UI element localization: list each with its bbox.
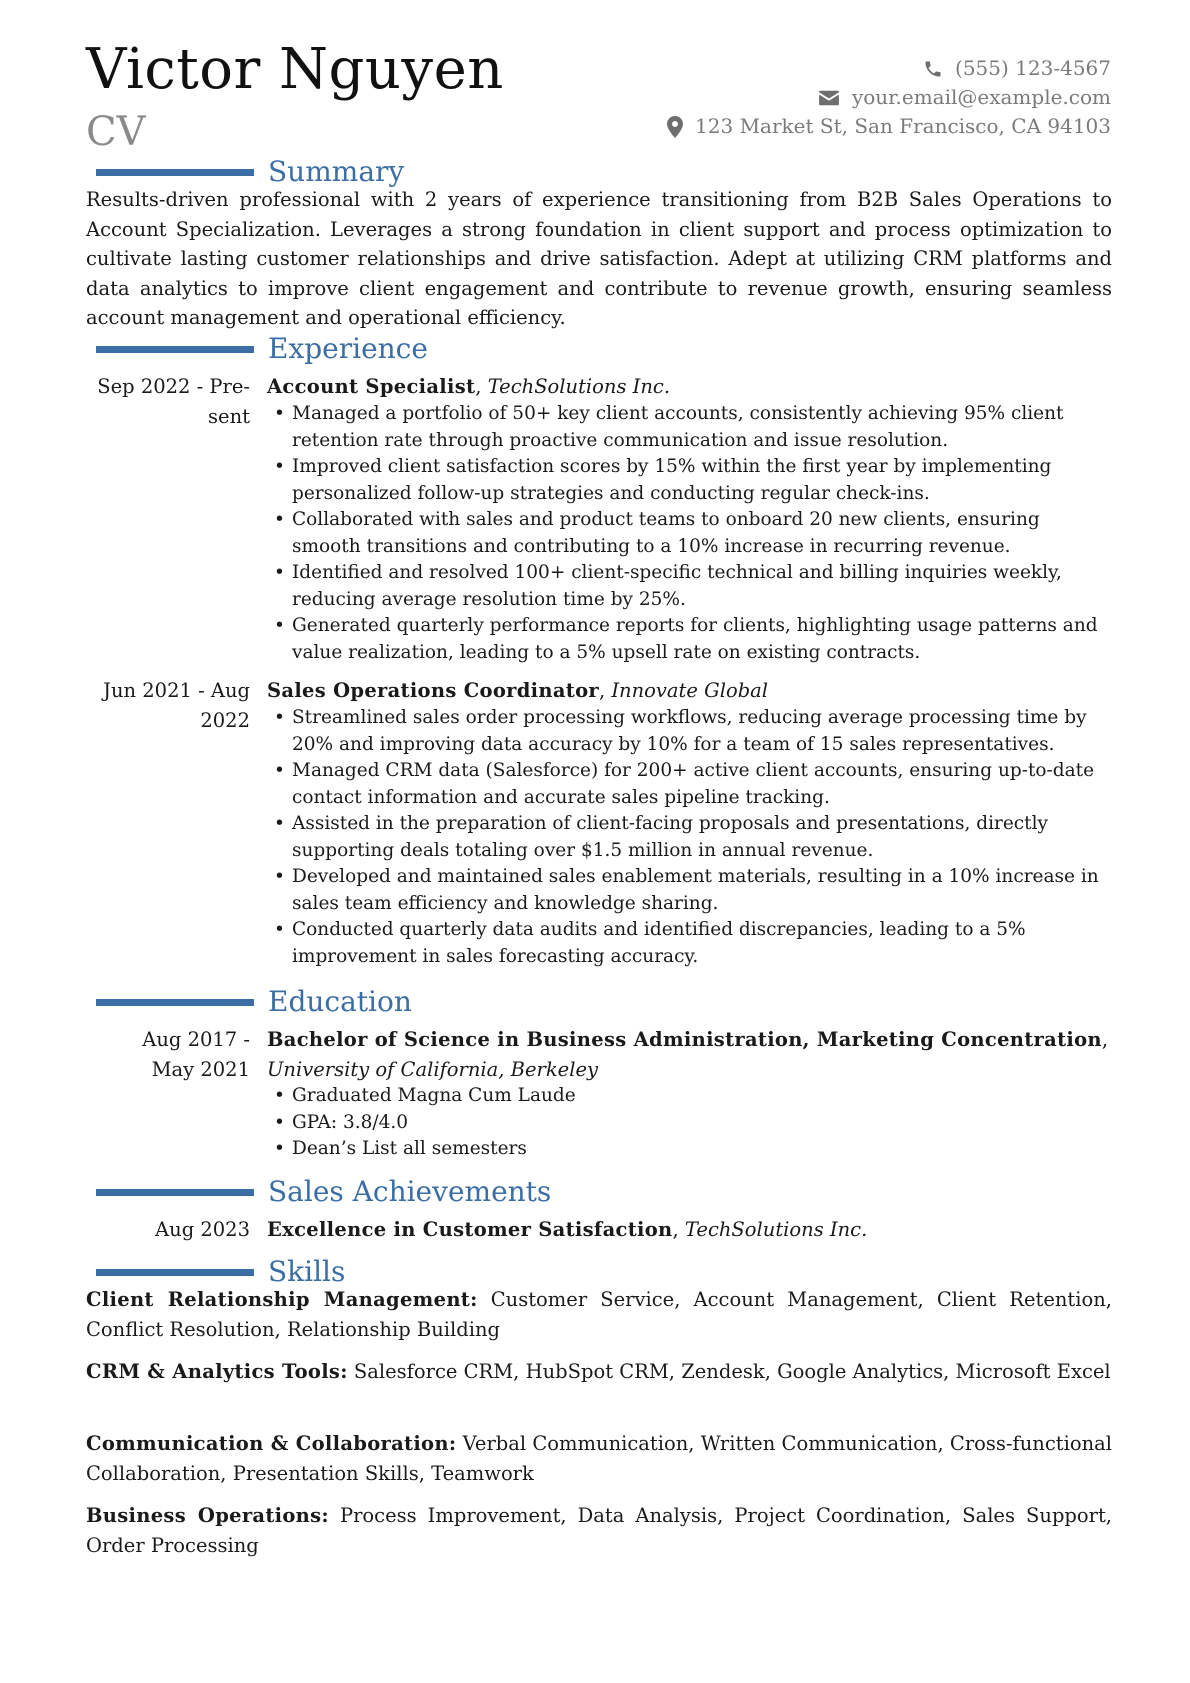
education-section-heading (96, 985, 1096, 1019)
list-item: • Improved client satisfaction scores by 15% within the first year by implementing personalized follow-up strategies and conducting regular check-ins. (274, 456, 1052, 504)
skill-group (86, 1285, 1112, 1344)
skill-group (86, 1501, 1112, 1560)
job-date-line: Sep 2022 - Pre- (97, 375, 250, 398)
contact-phone[interactable]: (555) 123-4567 (955, 56, 1111, 80)
skill-group-items: Customer Service, Account Management, Client Retention, Conflict Resolution, Relationship Building (86, 1288, 1112, 1341)
job-date (86, 372, 250, 431)
contact-email-row (667, 83, 1111, 112)
list-item: • Managed a portfolio of 50+ key client accounts, consistently achieving 95% client retention rate through proactive communication and issue resolution. (274, 403, 1064, 451)
achievements-section-heading (96, 1175, 1096, 1209)
skill-group-items: Process Improvement, Data Analysis, Project Coordination, Sales Support, Order Processing (86, 1504, 1113, 1557)
achievements-title: Sales Achievements (268, 1175, 552, 1208)
candidate-name: Victor Nguyen (86, 37, 504, 102)
summary-title: Summary (268, 155, 405, 188)
list-item: • Generated quarterly performance reports for clients, highlighting usage patterns and value realization, leading to a 5% upsell rate on existing contracts. (274, 615, 1098, 663)
map-pin-icon (667, 116, 683, 138)
skill-group-items: Salesforce CRM, HubSpot CRM, Zendesk, Google Analytics, Microsoft Excel (353, 1360, 1111, 1383)
contact-email[interactable]: your.email@example.com (851, 85, 1111, 109)
education-date-line: May 2021 (151, 1057, 250, 1081)
job-date (86, 676, 250, 735)
skill-group-label: Business Operations: (86, 1504, 329, 1527)
achievement-date: Aug 2023 (155, 1218, 250, 1241)
school-name: University of California, Berkeley (267, 1057, 599, 1081)
list-item: • Graduated Magna Cum Laude (274, 1085, 576, 1106)
education-date (86, 1025, 250, 1084)
job-role: Account Specialist (267, 375, 476, 398)
section-divider-bar (96, 1269, 254, 1276)
job-company: Innovate Global (611, 679, 769, 702)
job-date-line: sent (208, 404, 250, 428)
section-divider-bar (96, 346, 254, 353)
list-item: • Streamlined sales order processing workflows, reducing average processing time by 20% and improving data accuracy by 10% for a team of 15 sales representatives. (274, 707, 1087, 755)
skill-group-label: CRM & Analytics Tools: (86, 1360, 348, 1383)
summary-section-heading (96, 155, 1096, 189)
skill-group (86, 1357, 1112, 1387)
education-title: Education (268, 985, 412, 1018)
education-bullet-list (267, 1083, 1102, 1163)
list-item: • Assisted in the preparation of client-facing proposals and presentations, directly supporting deals totaling over $1.5 million in annual revenue. (274, 813, 1048, 861)
list-item: • GPA: 3.8/4.0 (274, 1111, 409, 1133)
job-bullet-list (267, 401, 1102, 666)
list-item: • Managed CRM data (Salesforce) for 200+ active client accounts, ensuring up-to-date contact information and accurate sales pipeline tracking. (274, 760, 1095, 808)
education-date-line: Aug 2017 - (142, 1028, 250, 1051)
job-date-line: Jun 2021 - Aug (103, 679, 250, 702)
skill-group (86, 1429, 1112, 1488)
skill-group-label: Communication & Collaboration: (86, 1432, 457, 1455)
skills-title: Skills (268, 1255, 346, 1288)
job-date-line: 2022 (200, 708, 250, 732)
list-item: • Conducted quarterly data audits and identified discrepancies, leading to a 5% improvement in sales forecasting accuracy. (274, 919, 1026, 967)
section-divider-bar (96, 999, 254, 1006)
section-divider-bar (96, 1189, 254, 1196)
job-role: Sales Operations Coordinator (267, 679, 599, 702)
skill-group-label: Client Relationship Management: (86, 1288, 478, 1311)
skills-section-heading (96, 1255, 1096, 1289)
education-heading: Bachelor of Science in Business Administration, Marketing Concentration, University of California, Berkeley (267, 1028, 1109, 1081)
award-org: TechSolutions Inc. (684, 1218, 868, 1241)
award-name: Excellence in Customer Satisfaction (267, 1218, 673, 1241)
list-item: • Developed and maintained sales enablement materials, resulting in a 10% increase in sales team efficiency and knowledge sharing. (274, 866, 1099, 914)
contact-address-row (667, 112, 1111, 141)
contact-block (667, 54, 1111, 141)
envelope-icon (818, 89, 840, 107)
experience-section-heading (96, 332, 1096, 366)
experience-title: Experience (268, 332, 428, 365)
contact-address: 123 Market St, San Francisco, CA 94103 (695, 114, 1111, 138)
phone-icon (923, 59, 943, 79)
summary-text: Results-driven professional with 2 years of experience transitioning from B2B Sales Operations to Account Specialization. Leverages a strong foundation in client support and process optimization to cultivate lasting customer relationships and drive satisfaction. Adept at utilizing CRM platforms and data analytics to improve client engagement and contribute to revenue growth, ensuring seamless account management and operational efficiency. (86, 188, 1112, 329)
achievement-heading: Excellence in Customer Satisfaction, TechSolutions Inc. (267, 1218, 868, 1241)
job-bullet-list (267, 705, 1102, 970)
contact-phone-row (667, 54, 1111, 83)
list-item: • Identified and resolved 100+ client-specific technical and billing inquiries weekly, reducing average resolution time by 25%. (274, 562, 1062, 610)
job-heading: Account Specialist, TechSolutions Inc. (267, 375, 671, 398)
skill-group-items: Verbal Communication, Written Communication, Cross-functional Collaboration, Presentation Skills, Teamwork (86, 1432, 1113, 1485)
job-heading: Sales Operations Coordinator, Innovate Global (267, 679, 769, 702)
document-type-label: CV (86, 109, 146, 155)
list-item: • Collaborated with sales and product teams to onboard 20 new clients, ensuring smooth transitions and contributing to a 10% increase in recurring revenue. (274, 509, 1040, 557)
job-company: TechSolutions Inc. (487, 375, 671, 398)
degree-name: Bachelor of Science in Business Administration, Marketing Concentration (267, 1028, 1102, 1051)
list-item: • Dean’s List all semesters (274, 1138, 527, 1159)
section-divider-bar (96, 169, 254, 176)
